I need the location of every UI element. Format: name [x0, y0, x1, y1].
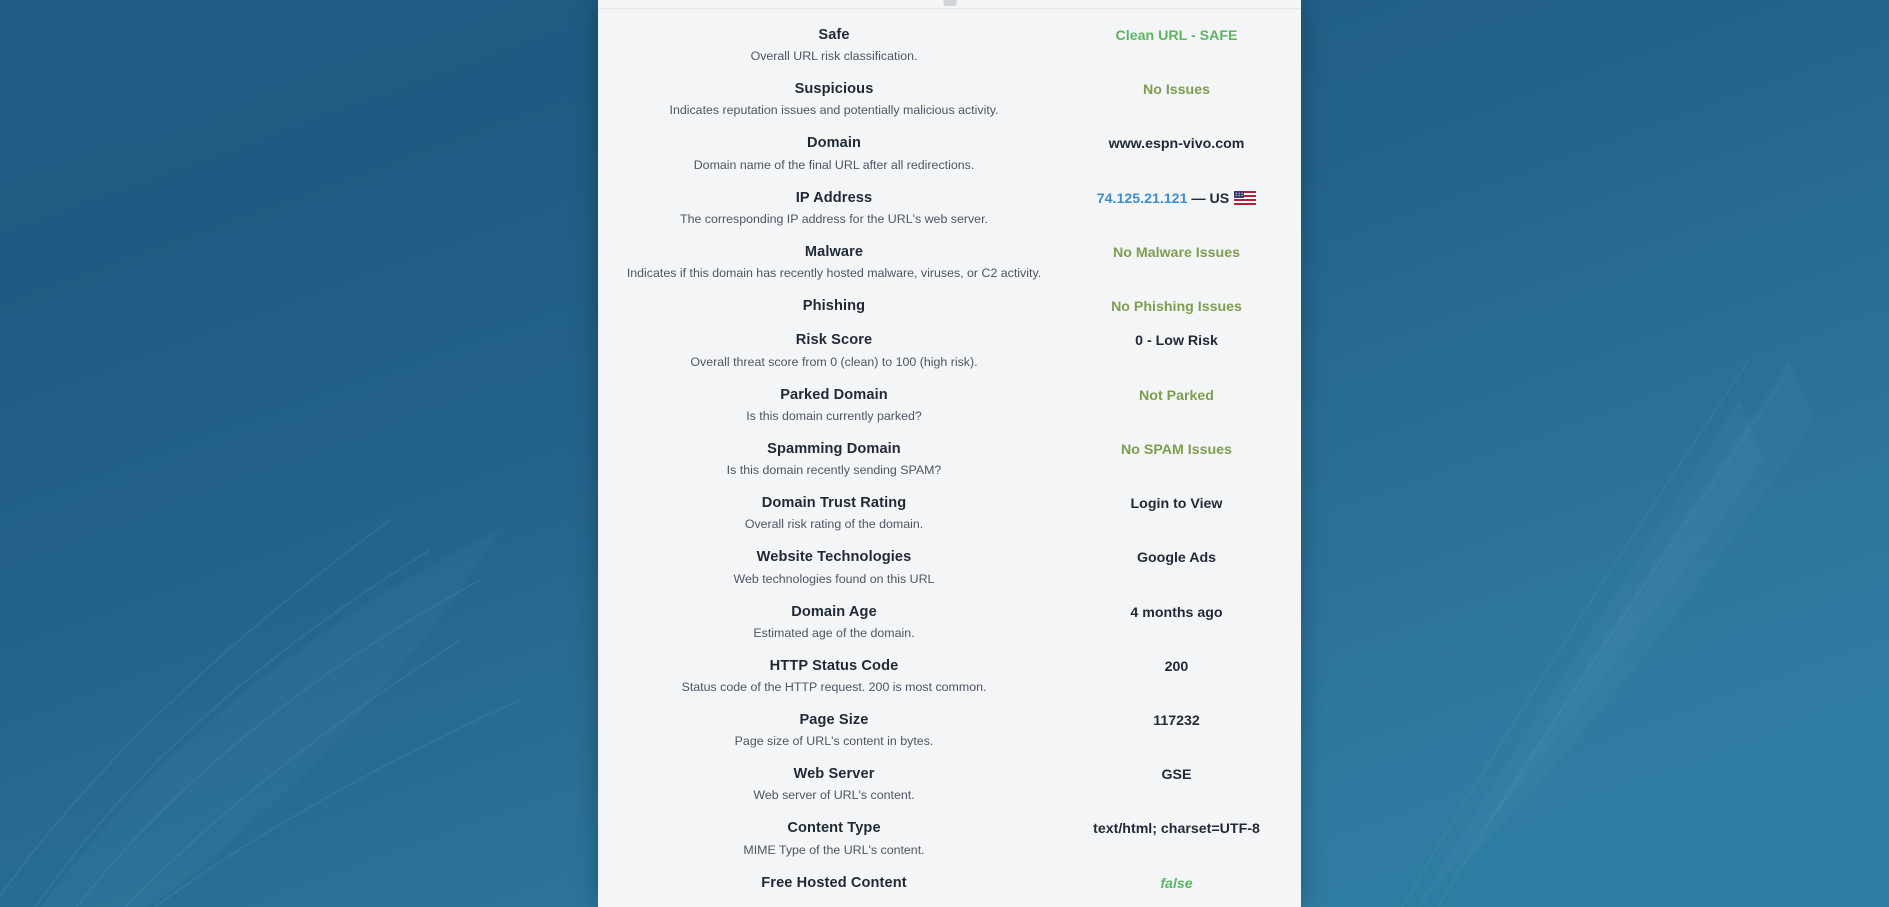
report-row-value [1066, 874, 1287, 894]
report-row-label-cell [598, 297, 1066, 316]
report-row-title: Web Server [793, 766, 875, 783]
report-row-value [1066, 386, 1287, 406]
report-row-description: Estimated age of the domain. [753, 625, 915, 640]
report-row [598, 812, 1301, 866]
report-row-value-text: false [1160, 875, 1193, 892]
report-row-value-text: 200 [1164, 658, 1189, 675]
report-row-title: Phishing [802, 298, 866, 315]
report-row-value-text: Login to View [1130, 496, 1223, 513]
report-row-value [1066, 134, 1287, 154]
report-row-value-cell [1066, 603, 1301, 623]
report-row-description: Overall threat score from 0 (clean) to 100 (high risk). [690, 354, 978, 369]
report-row-value-suffix: — US [1187, 190, 1230, 207]
report-row-value [1066, 331, 1287, 351]
report-row-title: Parked Domain [780, 386, 888, 403]
report-row-label-cell [598, 874, 1066, 893]
report-row-value [1066, 548, 1287, 568]
report-row-label-cell [598, 440, 1066, 480]
report-row-title: Domain Age [791, 603, 877, 620]
report-row-label-cell [598, 386, 1066, 426]
report-row [598, 487, 1301, 541]
report-row-value-text: 4 months ago [1130, 604, 1223, 621]
report-row [598, 127, 1301, 181]
report-row-title: Risk Score [795, 332, 873, 349]
report-row-value-cell [1066, 765, 1301, 785]
report-row-label-cell [598, 331, 1066, 371]
report-row-title: Safe [818, 27, 850, 43]
report-row-value [1066, 819, 1287, 839]
report-row-value-text: No SPAM Issues [1121, 441, 1232, 458]
report-row-description: Is this domain currently parked? [746, 408, 922, 423]
report-row-value [1066, 711, 1287, 731]
report-row-value-cell [1066, 494, 1301, 514]
feather-decoration-icon [0, 300, 580, 907]
report-row-value-cell [1066, 440, 1301, 460]
drag-handle[interactable] [943, 0, 956, 6]
report-row [598, 324, 1301, 378]
report-row-value-text: 117232 [1153, 712, 1200, 729]
report-row-value-text: Google Ads [1136, 550, 1217, 567]
report-row-description: Indicates reputation issues and potentially malicious activity. [669, 103, 999, 118]
report-row-value [1066, 440, 1287, 460]
report-row-description: Web technologies found on this URL [733, 571, 935, 586]
report-row-title: Spamming Domain [767, 440, 901, 457]
report-row-title: Website Technologies [756, 549, 912, 566]
report-row [598, 758, 1301, 812]
report-row-value-cell [1066, 297, 1301, 317]
report-row-label-cell [598, 80, 1066, 120]
report-row-value [1066, 297, 1287, 317]
url-report-panel [598, 0, 1301, 907]
report-row-value-text: text/html; charset=UTF-8 [1093, 821, 1260, 838]
report-row-value-cell [1066, 711, 1301, 731]
report-row-label-cell [598, 134, 1066, 174]
report-row-value [1066, 657, 1287, 677]
report-row-value [1066, 26, 1287, 46]
report-row [598, 541, 1301, 595]
report-row-description: Is this domain recently sending SPAM? [726, 463, 942, 478]
report-row-label-cell [598, 603, 1066, 643]
report-row-description: Status code of the HTTP request. 200 is most common. [681, 679, 987, 694]
report-row-value-link[interactable] [1066, 494, 1287, 514]
report-row-value-text: 0 - Low Risk [1135, 333, 1218, 350]
report-row-value [1066, 80, 1287, 100]
us-flag-icon [1234, 191, 1256, 205]
report-row-label-cell [598, 548, 1066, 588]
report-row-label-cell [598, 711, 1066, 751]
report-row [598, 867, 1301, 901]
report-row [598, 19, 1301, 73]
report-row-value-text: www.espn-vivo.com [1108, 136, 1245, 153]
report-row [598, 650, 1301, 704]
report-row-value-text: No Malware Issues [1113, 244, 1240, 261]
report-row-label-cell [598, 189, 1066, 229]
report-row-value-link[interactable] [1066, 189, 1287, 209]
report-row-value-cell [1066, 331, 1301, 351]
leaf-decoration-icon [1269, 360, 1829, 907]
report-row-title: Malware [804, 243, 864, 260]
report-row-value-cell [1066, 819, 1301, 839]
report-row-title: Suspicious [794, 81, 874, 98]
report-row-title: HTTP Status Code [769, 657, 899, 674]
report-row-description: The corresponding IP address for the URL's web server. [680, 211, 988, 226]
report-row-value [1066, 603, 1287, 623]
report-row-value-cell [1066, 657, 1301, 677]
report-row-title: Page Size [799, 711, 869, 728]
report-row-value [1066, 243, 1287, 263]
report-row-description: Page size of URL's content in bytes. [734, 734, 934, 749]
report-row-value-cell [1066, 80, 1301, 100]
report-row-description: Web server of URL's content. [753, 788, 915, 803]
report-row-title: Content Type [787, 820, 881, 837]
report-row-label-cell [598, 819, 1066, 859]
report-row [598, 379, 1301, 433]
report-row [598, 596, 1301, 650]
report-row-label-cell [598, 494, 1066, 534]
report-row-value-cell [1066, 189, 1301, 209]
report-row-value-text: 74.125.21.121 [1096, 190, 1188, 207]
report-row-title: Domain Trust Rating [761, 495, 907, 512]
report-row-value [1066, 765, 1287, 785]
report-row-label-cell [598, 765, 1066, 805]
report-row-value-text: Not Parked [1139, 387, 1214, 404]
report-row [598, 704, 1301, 758]
report-row-value-cell [1066, 243, 1301, 263]
report-row-value-cell [1066, 26, 1301, 46]
report-row-value-text: No Phishing Issues [1111, 299, 1242, 316]
panel-top-divider [598, 0, 1301, 9]
report-row [598, 290, 1301, 324]
report-row [598, 73, 1301, 127]
report-row-value-cell [1066, 386, 1301, 406]
report-row-value-text: Clean URL - SAFE [1115, 28, 1238, 44]
report-row-title: Free Hosted Content [761, 874, 907, 891]
report-row [598, 236, 1301, 290]
report-row-title: Domain [806, 135, 862, 152]
report-row-list [598, 9, 1301, 901]
report-row-description: MIME Type of the URL's content. [743, 842, 925, 857]
report-row-value-text: No Issues [1142, 82, 1211, 99]
report-row-description: Indicates if this domain has recently hosted malware, viruses, or C2 activity. [626, 266, 1042, 281]
report-row [598, 433, 1301, 487]
report-row-value-cell [1066, 134, 1301, 154]
report-row-label-cell [598, 657, 1066, 697]
report-row-label-cell [598, 243, 1066, 283]
report-row-value-text: GSE [1161, 767, 1192, 784]
report-row-description: Overall risk rating of the domain. [744, 517, 924, 532]
report-row-value-cell [1066, 874, 1301, 894]
report-row-description: Domain name of the final URL after all redirections. [693, 157, 975, 172]
report-row-value-cell [1066, 548, 1301, 568]
report-row-description: Overall URL risk classification. [750, 49, 918, 64]
report-row-label-cell [598, 26, 1066, 66]
report-row-title: IP Address [795, 189, 873, 206]
report-row [598, 182, 1301, 236]
